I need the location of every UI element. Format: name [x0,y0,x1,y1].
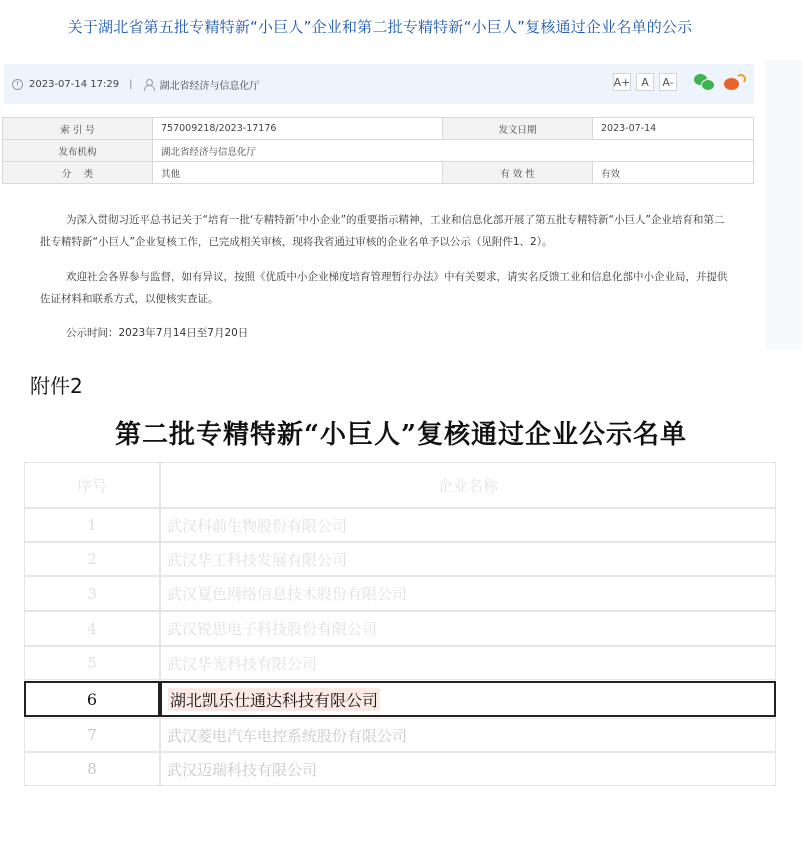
row-no: 3 [24,576,160,611]
clock-icon [12,79,23,90]
row-name: 武汉夏色网络信息技术股份有限公司 [160,576,776,611]
highlighted-row [24,681,776,717]
row-no: 1 [24,508,160,542]
validity-label: 有 效 性 [443,162,593,184]
org-label: 发布机构 [3,140,153,162]
side-panel [766,60,802,350]
info-row [3,140,754,162]
info-row [3,162,754,184]
row-name: 武汉菱电汽车电控系统股份有限公司 [160,718,776,752]
info-row [3,118,754,140]
publisher-icon [143,79,154,90]
meta-bar [4,64,754,104]
highlighted-company-name: 湖北凯乐仕通达科技有限公司 [168,688,380,711]
row-no: 7 [24,718,160,752]
index-value: 757009218/2023-17176 [153,118,443,140]
date-value: 2023-07-14 [593,118,754,140]
publisher-name: 湖北省经济与信息化厅 [159,80,260,92]
validity-value: 有效 [593,162,754,184]
publish-date: 2023-07-14 17:29 [29,78,120,90]
row-no: 6 [24,681,160,717]
table-row [24,718,776,752]
font-increase-button[interactable]: A+ [613,73,631,91]
table-row [24,542,776,576]
table-header [24,462,776,508]
row-no: 2 [24,542,160,576]
font-decrease-button[interactable]: A- [659,73,677,91]
org-value: 湖北省经济与信息化厅 [153,140,754,162]
row-name: 武汉科前生物股份有限公司 [160,508,776,542]
category-value: 其他 [153,162,443,184]
meta-separator: | [129,78,133,90]
date-label: 发文日期 [443,118,593,140]
font-size-controls [613,73,677,91]
list-title: 第二批专精特新“小巨人”复核通过企业公示名单 [115,420,687,450]
table-row [24,752,776,786]
wechat-icon[interactable] [694,74,714,91]
row-no: 8 [24,752,160,786]
row-no: 4 [24,611,160,646]
row-no: 5 [24,646,160,680]
table-row [24,646,776,680]
share-buttons [694,74,743,91]
row-name: 武汉华工科技发展有限公司 [160,542,776,576]
font-normal-button[interactable]: A [636,73,654,91]
category-label: 分 类 [3,162,153,184]
table-row [24,508,776,542]
row-name [160,681,776,717]
weibo-icon[interactable] [723,74,743,91]
header-name: 企业名称 [160,462,776,508]
row-name: 武汉华光科技有限公司 [160,646,776,680]
article-title: 关于湖北省第五批专精特新“小巨人”企业和第二批专精特新“小巨人”复核通过企业名单的公示 [67,18,693,36]
row-name: 武汉锐思电子科技股份有限公司 [160,611,776,646]
attachment-label: 附件2 [30,374,83,398]
publicity-period: 公示时间：2023年7月14日至7月20日 [66,327,249,339]
table-row [24,576,776,611]
document-info-table [2,117,754,184]
body-paragraph-2: 欢迎社会各界参与监督，如有异议，按照《优质中小企业梯度培育管理暂行办法》中有关要求，请实名反馈工业和信息化部中小企业局，并提供佐证材料和联系方式，以便核实查证。 [40,271,728,305]
index-label: 索 引 号 [3,118,153,140]
body-paragraph-1: 为深入贯彻习近平总书记关于“培育一批‘专精特新’中小企业”的重要指示精神，工业和信息化部开展了第五批专精特新“小巨人”企业培育和第二批专精特新“小巨人”企业复核工作，已完成相关审核，现将我省通过审核的企业名单予以公示（见附件1、2）。 [40,214,725,248]
table-row [24,611,776,646]
header-no: 序号 [24,462,160,508]
row-name: 武汉迈瑞科技有限公司 [160,752,776,786]
